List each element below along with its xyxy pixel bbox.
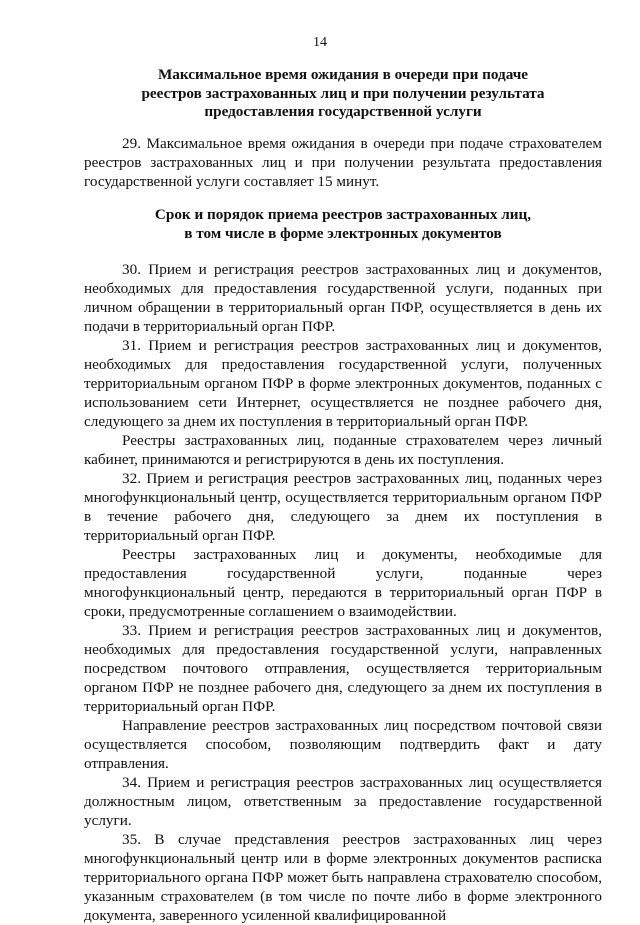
heading-line: Срок и порядок приема реестров застрахованных лиц, (154, 206, 532, 223)
heading-line: реестров застрахованных лиц и при получении результата (141, 84, 545, 102)
paragraph: 30. Прием и регистрация реестров застрахованных лиц и документов, необходимых для предоставления государственной услуги, поданных при личном обращении в территориальный орган ПФР, осуществляется в день их подачи в территориальный орган ПФР. (84, 261, 602, 335)
heading-line: в том числе в форме электронных документов (184, 224, 502, 242)
paragraph-29: 29. Максимальное время ожидания в очереди при подаче страхователем реестров застрахованных лиц и при получении результата предоставления государственной услуги составляет 15 минут. (84, 135, 602, 190)
paragraph: 35. В случае представления реестров застрахованных лиц через многофункциональный центр или в форме электронных документов расписка территориального органа ПФР может быть направлена страхователю способом, указанным страхователем (в том числе по почте либо в форме электронного документа, заверенного усиленной квалифицированной (84, 831, 602, 924)
paragraph: Реестры застрахованных лиц, поданные страхователем через личный кабинет, принимаются и регистрируются в день их поступления. (84, 432, 602, 468)
paragraph: 31. Прием и регистрация реестров застрахованных лиц и документов, необходимых для предоставления государственной услуги, полученных территориальным органом ПФР в форме электронных документов, поданных с использованием сети Интернет, осуществляется не позднее рабочего дня, следующего за днем их поступления в территориальный орган ПФР. (84, 337, 602, 430)
section-heading-waiting-time (84, 66, 602, 122)
heading-line: Максимальное время ожидания в очереди при подаче (157, 66, 529, 83)
section-heading-acceptance (84, 206, 602, 243)
paragraph: 33. Прием и регистрация реестров застрахованных лиц и документов, необходимых для предоставления государственной услуги, направленных посредством почтового отправления, осуществляется территориальным органом ПФР не позднее рабочего дня, следующего за днем их поступления в территориальный орган ПФР. (84, 622, 602, 715)
paragraph: 32. Прием и регистрация реестров застрахованных лиц, поданных через многофункциональный центр, осуществляется территориальным органом ПФР в течение рабочего дня, следующего за днем их поступления в территориальный орган ПФР. (84, 470, 602, 544)
section-body-acceptance (84, 260, 602, 925)
heading-line: предоставления государственной услуги (204, 103, 482, 120)
paragraph: Реестры застрахованных лиц и документы, необходимые для предоставления государственной услуги, поданные через многофункциональный центр, передаются в территориальный орган ПФР в сроки, предусмотренные соглашением о взаимодействии. (84, 546, 602, 620)
section-body-waiting-time (84, 134, 602, 191)
paragraph: 34. Прием и регистрация реестров застрахованных лиц осуществляется должностным лицом, ответственным за предоставление государственной услуги. (84, 774, 602, 829)
page-number: 14 (313, 35, 327, 50)
paragraph: Направление реестров застрахованных лиц посредством почтовой связи осуществляется способом, позволяющим подтвердить факт и дату отправления. (84, 717, 602, 772)
